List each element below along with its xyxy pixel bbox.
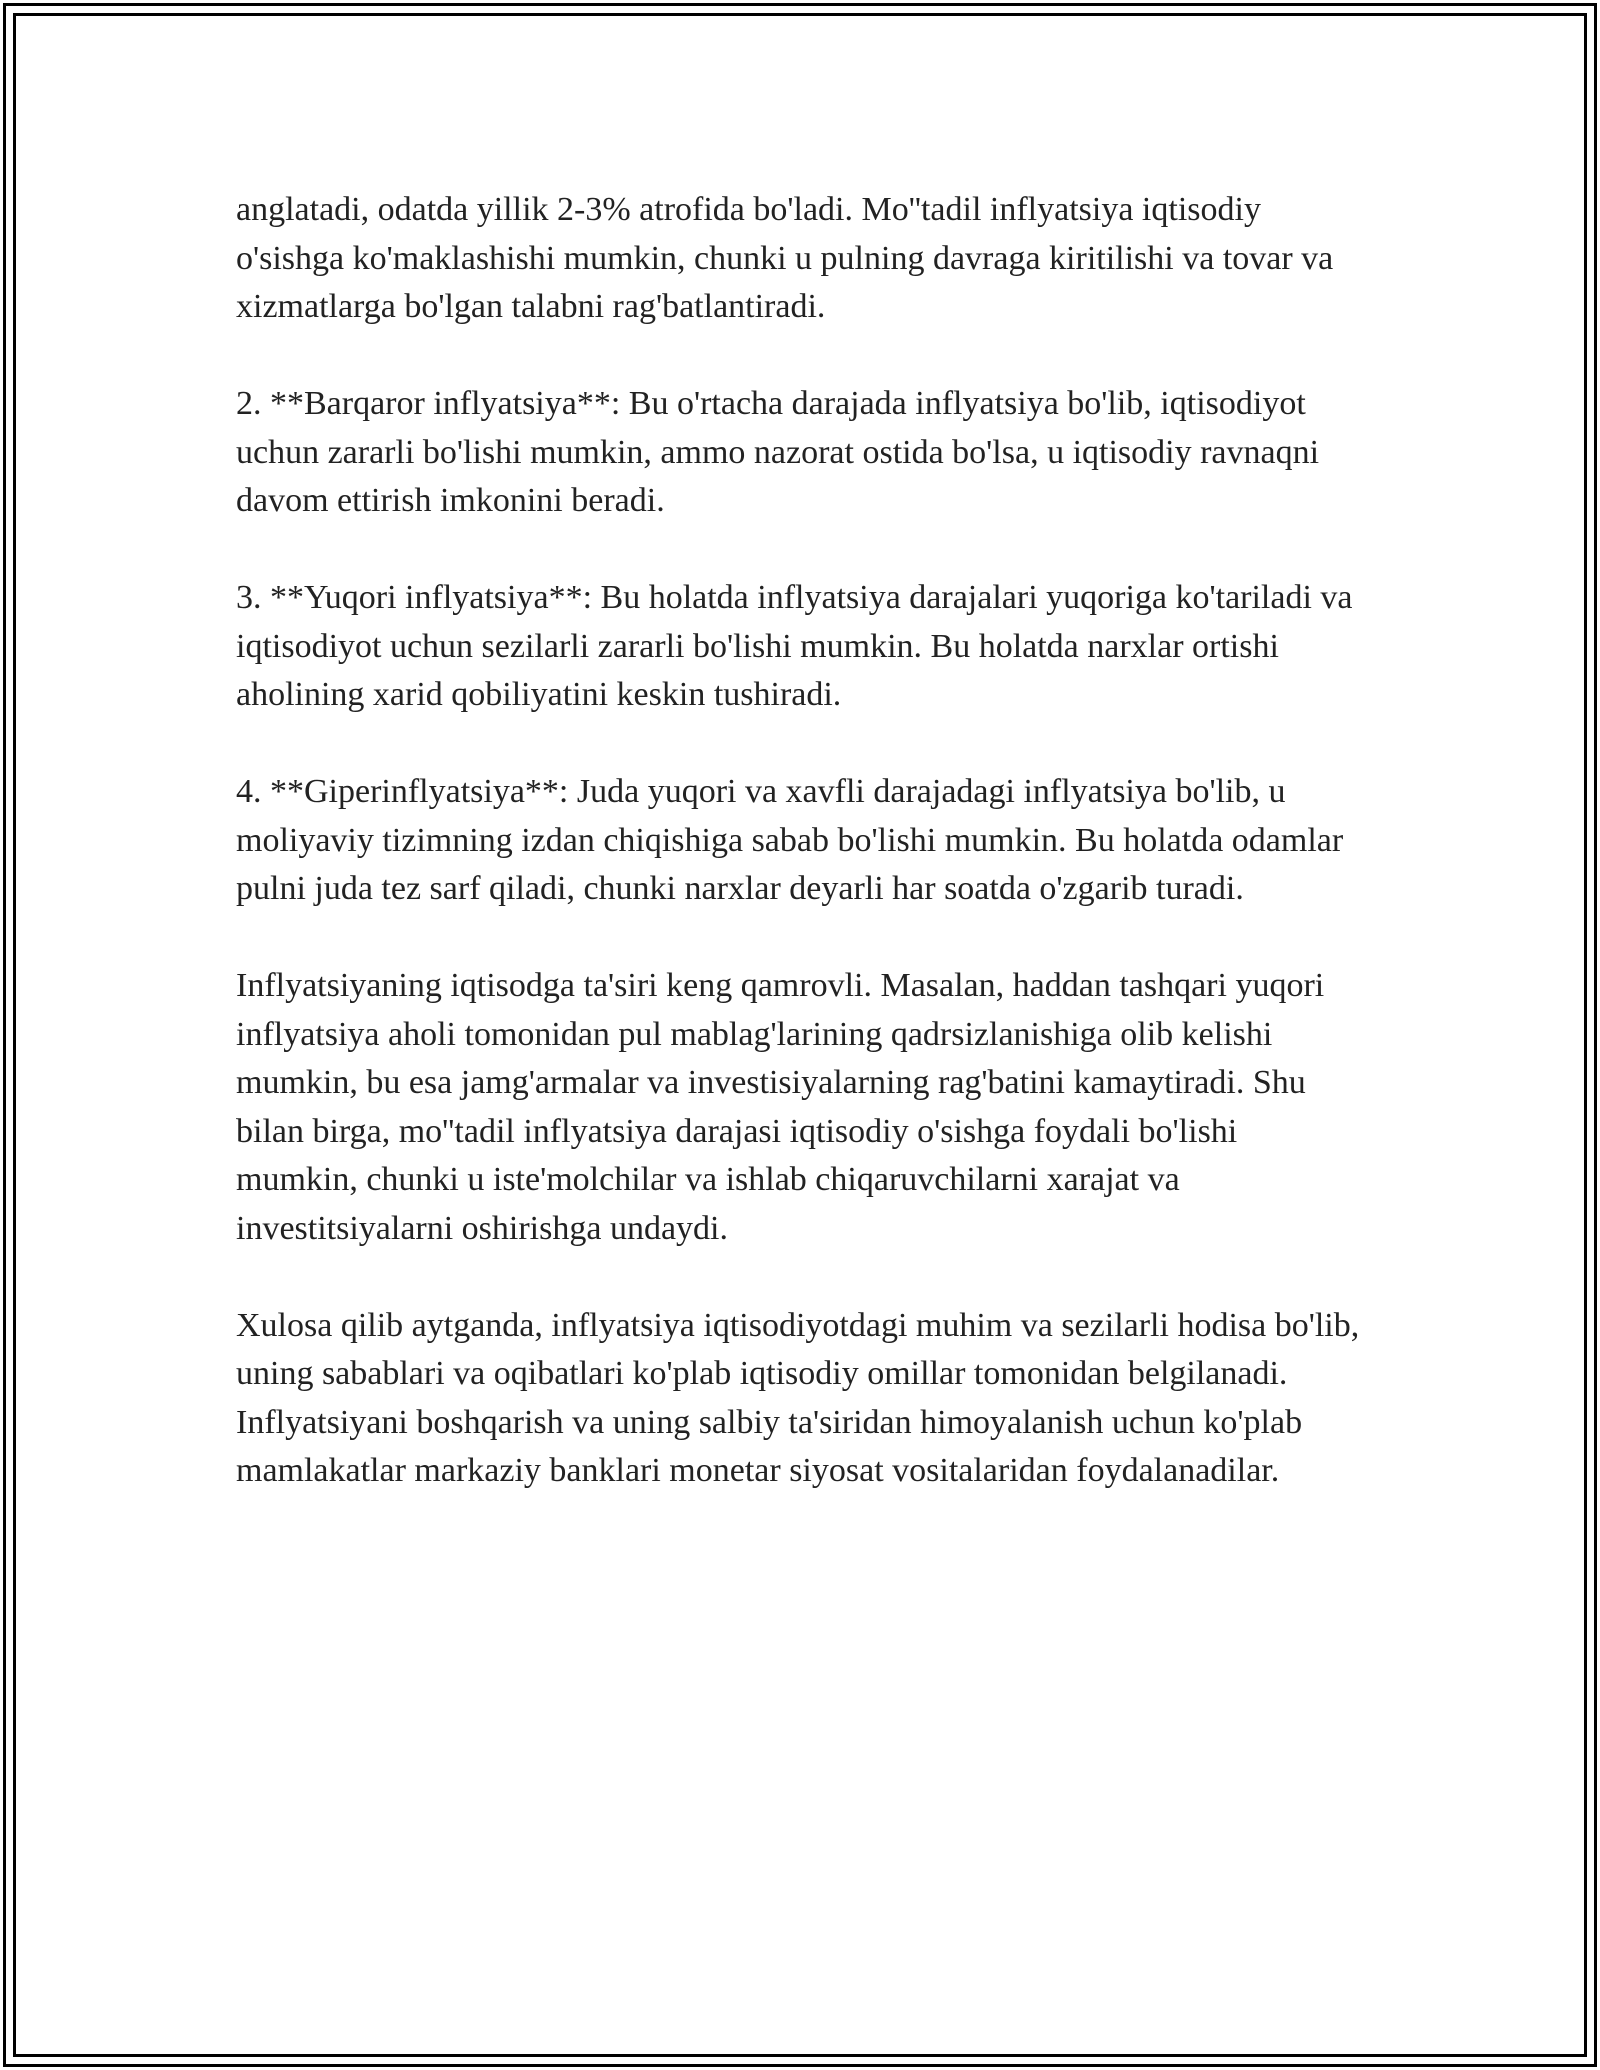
paragraph-conclusion: Xulosa qilib aytganda, inflyatsiya iqtisodiyotdagi muhim va sezilarli hodisa bo'lib, uning sabablari va oqibatlari ko'plab iqtisodiy omillar tomonidan belgilanadi. Inflyatsiyani boshqarish va uning salbiy ta'siridan himoyalanish uchun ko'plab mamlakatlar markaziy banklari monetar siyosat vositalaridan foydalanadilar. <box>236 1306 1360 1489</box>
paragraph-high-inflation: 3. **Yuqori inflyatsiya**: Bu holatda inflyatsiya darajalari yuqoriga ko'tariladi va iqtisodiyot uchun sezilarli zararli bo'lishi mumkin. Bu holatda narxlar ortishi aholining xarid qobiliyatini keskin tushiradi. <box>236 579 1353 713</box>
document-body <box>236 186 1366 1544</box>
paragraph-stable-inflation: 2. **Barqaror inflyatsiya**: Bu o'rtacha darajada inflyatsiya bo'lib, iqtisodiyot uchun zararli bo'lishi mumkin, ammo nazorat ostida bo'lsa, u iqtisodiy ravnaqni davom ettirish imkonini beradi. <box>236 385 1320 519</box>
paragraph-intro-continuation: anglatadi, odatda yillik 2-3% atrofida bo'ladi. Mo''tadil inflyatsiya iqtisodiy o'sishga ko'maklashishi mumkin, chunki u pulning davraga kiritilishi va tovar va xizmatlarga bo'lgan talabni rag'batlantiradi. <box>236 191 1334 325</box>
paragraph-hyperinflation: 4. **Giperinflyatsiya**: Juda yuqori va xavfli darajadagi inflyatsiya bo'lib, u moliyaviy tizimning izdan chiqishiga sabab bo'lishi mumkin. Bu holatda odamlar pulni juda tez sarf qiladi, chunki narxlar deyarli har soatda o'zgarib turadi. <box>236 773 1344 907</box>
paragraph-economic-impact: Inflyatsiyaning iqtisodga ta'siri keng qamrovli. Masalan, haddan tashqari yuqori inflyatsiya aholi tomonidan pul mablag'larining qadrsizlanishiga olib kelishi mumkin, bu esa jamg'armalar va investisiyalarning rag'batini kamaytiradi. Shu bilan birga, mo''tadil inflyatsiya darajasi iqtisodiy o'sishga foydali bo'lishi mumkin, chunki u iste'molchilar va ishlab chiqaruvchilarni xarajat va investitsiyalarni oshirishga undaydi. <box>236 967 1325 1247</box>
